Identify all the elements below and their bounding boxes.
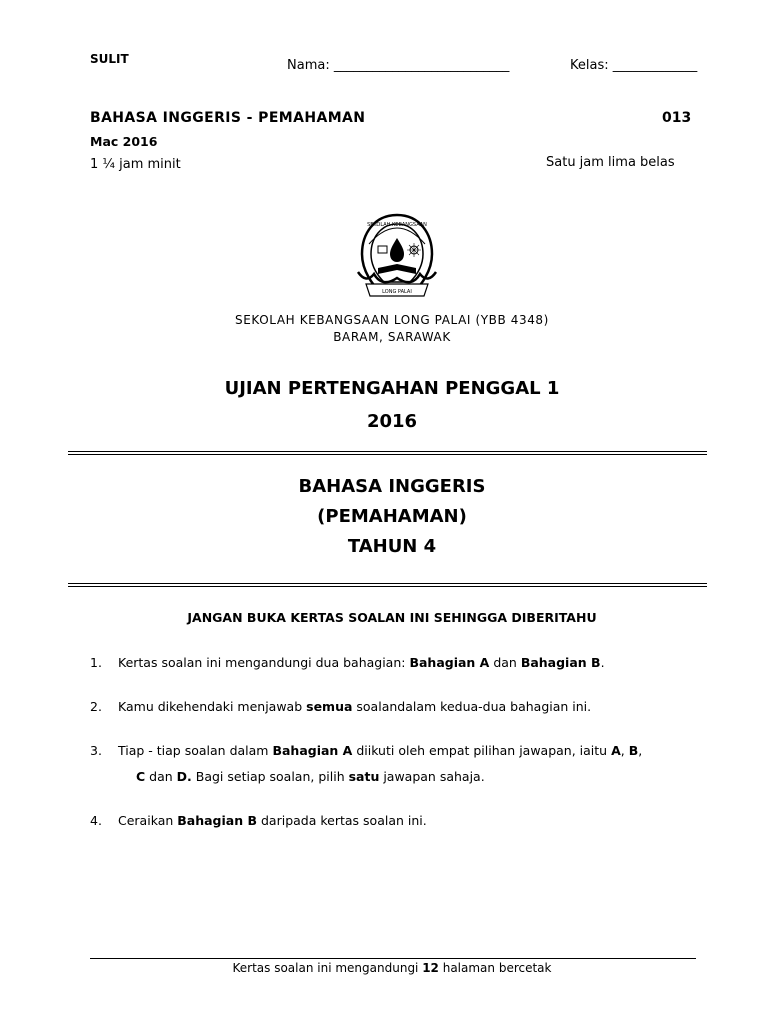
instruction-item (90, 738, 710, 790)
school-address (0, 312, 768, 346)
exam-title-line1: UJIAN PERTENGAHAN PENGGAL 1 (224, 378, 560, 399)
instruction-bold: satu (348, 769, 380, 784)
instruction-bold: D. (176, 769, 192, 784)
divider-bottom-a (68, 583, 707, 584)
footer-rule (90, 958, 696, 959)
paper-code: 013 (662, 110, 692, 126)
instruction-bold: A (611, 743, 621, 758)
exam-title (0, 372, 768, 438)
instruction-item (90, 808, 710, 834)
school-location: BARAM, SARAWAK (333, 330, 451, 344)
instruction-bold: Bahagian B (177, 813, 258, 828)
instruction-bold: semua (306, 699, 353, 714)
instruction-bold: Bahagian A (272, 743, 353, 758)
footer-note (0, 961, 768, 975)
paper-title (0, 472, 768, 562)
paper-title-line2: (PEMAHAMAN) (317, 506, 467, 527)
instruction-bold: B (628, 743, 639, 758)
instruction-text: Tiap - tiap soalan dalam (118, 743, 273, 758)
exam-month: Mac 2016 (90, 134, 158, 149)
instruction-item (90, 650, 710, 676)
subject-line: BAHASA INGGERIS - PEMAHAMAN (90, 110, 366, 126)
duration-words: Satu jam lima belas (546, 155, 675, 170)
instruction-bold: Bahagian B (520, 655, 601, 670)
instruction-text: jawapan sahaja. (379, 769, 485, 784)
paper-title-line1: BAHASA INGGERIS (298, 476, 486, 497)
footer-text: halaman bercetak (438, 961, 552, 975)
paper-title-line3: TAHUN 4 (347, 536, 437, 557)
instruction-text: Ceraikan (118, 813, 178, 828)
instruction-text: , (620, 743, 629, 758)
instruction-bold: Bahagian A (409, 655, 490, 670)
instruction-text: Bagi setiap soalan, pilih (191, 769, 349, 784)
instruction-number: 1. (90, 655, 102, 670)
instruction-text: soalandalam kedua-dua bahagian ini. (352, 699, 592, 714)
divider-bottom-b (68, 586, 707, 587)
name-field: Nama: ___________________________ (287, 58, 510, 73)
instruction-number: 4. (90, 813, 102, 828)
footer-text: Kertas soalan ini mengandungi (232, 961, 423, 975)
instruction-text: . (600, 655, 605, 670)
instruction-text: Kertas soalan ini mengandungi dua bahagian: (118, 655, 410, 670)
exam-title-year: 2016 (366, 411, 418, 432)
instructions-list (90, 650, 710, 852)
page-count: 12 (422, 961, 439, 975)
instruction-bold: C (136, 769, 146, 784)
instruction-number: 3. (90, 743, 102, 758)
instruction-text: dan (145, 769, 177, 784)
class-field: Kelas: _____________ (570, 58, 698, 73)
instruction-text: diikuti oleh empat pilihan jawapan, iaitu (352, 743, 612, 758)
instruction-text: dan (489, 655, 521, 670)
warning-text: JANGAN BUKA KERTAS SOALAN INI SEHINGGA DIBERITAHU (187, 610, 597, 625)
instruction-text: daripada kertas soalan ini. (257, 813, 427, 828)
svg-text:LONG PALAI: LONG PALAI (382, 289, 412, 295)
svg-text:SEKOLAH KEBANGSAAN: SEKOLAH KEBANGSAAN (367, 222, 427, 228)
school-logo (356, 212, 438, 302)
school-name: SEKOLAH KEBANGSAAN LONG PALAI (YBB 4348) (235, 313, 549, 327)
divider-top-b (68, 454, 707, 455)
divider-top-a (68, 451, 707, 452)
sulit-label: SULIT (90, 52, 129, 66)
duration-numeric: 1 ¼ jam minit (90, 157, 181, 172)
instruction-text: Kamu dikehendaki menjawab (118, 699, 307, 714)
instruction-number: 2. (90, 699, 102, 714)
instruction-item (90, 694, 710, 720)
instruction-text: , (638, 743, 643, 758)
instruction-continuation (118, 764, 710, 790)
